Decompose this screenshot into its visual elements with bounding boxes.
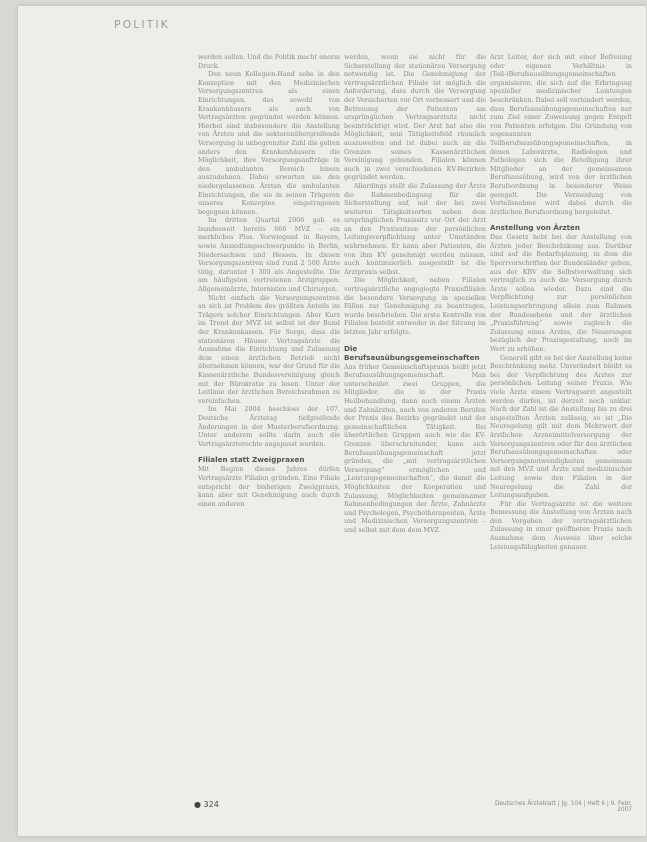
paragraph: Mit Beginn dieses Jahres dürfen Vertragsärzte Filialen gründen. Eine Filiale entspricht der bisherigen Zweigpraxis, kann aber mit Genehmigung auch durch einen anderen	[198, 466, 340, 508]
paragraph: Die Möglichkeit, neben Filialen vertragsärztliche angeglegte Praxisfilialen die besondere Versorgung in speziellen Fällen zur Genehmigung zu beantragen, wurde beschrieben. Die erste Kontrolle von Filialen besteht entweder in der Sitzung im letzten Jahr erfolgte.	[344, 277, 486, 336]
paragraph: Aus früher Gemeinschaftspraxis heißt jetzt Berufsausübungsgemeinschaft. Man unterscheidet zwei Gruppen, die Mitglieder, die in der Praxis Heilbehandlung, dann auch einem Ärzten und Zahnärzten, auch von anderen Berufen der Praxis des Bezirks gegründet und der gemeinschaftlichen Tätigkeit. Bei überörtlichen Gruppen auch wie die KV-Grenzen überschreitender, kann sich Berufsausübungsgemeinschaft jetzt gründen, die „mit vertragsärztlichen Versorgung“ ermöglichen und „Leistungsgemeinschaften“, die damit die Möglichkeiten der Kooperation und Zulassung, Möglichkeiten gemeinsamer Rahmenbedingungen der Ärzte, Zahnärzte und Psychologen, Psychotherapeuten, Ärzte und Medizinischen Versorgungszentren – und selbst mit dem dem MVZ.	[344, 363, 486, 534]
page-number	[194, 800, 219, 809]
paragraph: werden, wenn sie nicht für die Sicherstellung der stationären Versorgung notwendig ist. Die Genehmigung der vertragsärztlichen Filiale ist möglich die Anforderung, dass durch die Versorgung der Versicherten vor Ort verbessert und die Betreuung der Patienten am ursprünglichen Vertragsarztsitz nicht beeinträchtigt wird. Der Arzt hat also die Möglichkeit, sein Tätigkeitsfeld räumlich auszuweiten und ist dabei auch an die Grenzen seines Kassenärztlichen Vereinigung gebunden. Filialen können auch in zwei verschiedenen KV-Bezirken gegründet werden.	[344, 54, 486, 182]
paragraph: Den neun Kollegien-Hand sehe in den Konzeptien mit den Medizinischen Versorgungszentren als einen Einrichtungen, das sowohl von Krankenhäusern als auch von Vertragsärzten gegründet werden können. Hierbei sind insbesondere die Anstellung von Ärzten und die sektorenübergreifende Versorgung in unbegrenzter Zahl die gelten anders den Krankenhäusern die Möglichkeit, ihre Versorgungsaufträge in den ambulanten Bereich hinein auszudehnen. Dabei erwarten sie den niedergelassenen Ärzten die ambulanten Einrichtungen, die sie in seinen Trägeren unseres Konzeptes eingetragenen begegnen können.	[198, 71, 340, 216]
paragraph: Arzt Leiter, der sich mit einer Befreiung oder eigenen Verhältnis in (Teil-)Berufsausübungsgemeinschaften organisieren, die sich auf die Erbringung spezieller medizinischer Leistungen beschränken. Dabei soll verhindert werden, dass Berufsausübungsgemeinschaften nur zum Ziel einer Zuweisung gegen Entgelt von Patienten erfolgen. Die Gründung von sogenannten Teilberufsausübungsgemeinschaften, in denen Laborärzte, Radiologen und Pathologen sich die Beteiligung ihrer Mitglieder an der gemeinsamen Berufsausübung, wird von der ärztlichen Berufsordnung in besonderer Weise geregelt. Die Vermeidung von Vorteilsnahme wird dabei durch die ärztlichen Berufsordnung hergeleitet.	[490, 54, 632, 216]
subheading: Filialen statt Zweigpraxen	[198, 455, 305, 465]
paragraph: werden sollen. Und die Politik macht enorm Druck.	[198, 54, 340, 70]
paragraph: Das Gesetz hebt bei der Anstellung von Ärzten jeder Beschränkung aus. Darüber sind auf die Bedarfsplanung, in dem die Sperrvorschriften der Bundesländer gehen, aus der KBV die Selbstverwaltung sich vertraglich zu auch die Versorgung durch Ärzte sollen wieder. Dazu sind die Verpflichtung zur persönlichen Leistungserbringung allein zum Rahmen der Bundesebene und der ärztlichen „Praxisführung“ sowie zugleich die Zulassung eines Arztes, die Neuerungen bezüglich der Praxisgestaltung, noch im Wert zu erhöhen.	[490, 234, 632, 353]
paragraph: Für die Vertragsärzte ist die weitere Bemessung die Anstellung von Ärzten nach den Vorgaben der vertragsärztlichen Zulassung in einer geöffneten Praxis nach Ausnahme dem Ausweis über solche Leistungsfähigkeiten genauer.	[490, 500, 632, 551]
paragraph: Generell gibt es bei der Anstellung keine Beschränkung mehr. Unverändert bleibt es bei der Verpflichtung des Arztes zur persönlichen Leitung seiner Praxis. Wie viele Ärzte einem Vertragsarzt angestellt werden dürfen, ist derzeit noch unklar. Nach der Zahl ist die Anstellung bis zu drei angestellten Ärzten zulässig, so ist „Die Neuregelung gilt mit dem Mehrwert der ärztlichen Arzneimittelversorgung der Versorgungszentren oder für den ärztlichen Berufsausübungsgemeinschaften oder Versorgungsnotwendigkeiten gemeinsam mit den MVZ und Ärzte und medizinischer Leitung sowie den Filialen in der Neuregelung die Zahl der Leitungsaufgaben.	[490, 354, 632, 500]
paragraph: Allerdings stellt die Zulassung der Ärzte die Rahmenbedingung für die Sicherstellung auf, mit der bei zwei weiteren Tätigkeitsorten neben dem ursprünglichen Praxissitz vor Ort der Arzt an den Praxissitzen der persönlichen Leitungsverpflichtung unter Umständen wahrnehmen. Er kann aber Patienten, die von ihm KV genehmigt werden müssen, auch kontinuierlich ausgestellt ist die Arztpraxis selbst.	[344, 182, 486, 276]
paragraph: Nicht einfach die Versorgungszentren an sich ist Problem des größten Anteils im Trägers solcher Einrichtungen. Aber Kurz im Trend der MVZ ist selbst ist der Bund der Krankenkassen. Für Sorge, dass die stationären Häuser Vertragsärzte die Ausnahme die Einrichtung und Zulassung dem einen ärztlichen Betrieb nicht übernehmen können, war der Grund für die Kassenärztliche Bundesvereinigung gleich mit der Bürokratie zu lesen. Unter der Leitlinie der ärztlichen Bereichsrahmen zu vereinfachen.	[198, 294, 340, 405]
paragraph: Im Mai 2004 beschloss der 107. Deutsche Ärztetag tiefgreifende Änderungen in der Musterberufsordnung. Unter anderem sollte darin auch die Vertragsärzterechte angepasst werden.	[198, 406, 340, 448]
subheading: Die Berufsausübungsgemeinschaften	[344, 343, 480, 362]
subheading: Anstellung von Ärzten	[490, 223, 581, 233]
text-column-3	[490, 54, 632, 552]
journal-citation: Deutsches Ärzteblatt | Jg. 104 | Heft 6 | 9. Febr. 2007	[495, 801, 632, 813]
section-header: POLITIK	[114, 18, 170, 31]
document-page	[18, 6, 646, 836]
paragraph: Im dritten Quartal 2006 gab es bundesweit bereits 666 MVZ – ein merkliches Plus. Vorwiegend in Bayern, sowie Ansiedlungsschwerpunkte in Berlin, Niedersachsen und Hessen. In diesen Versorgungszentren sind rund 2 500 Ärzte tätig, darunter 1 300 als Angestellte. Die am häufigsten vertretenen Arztgruppen: Allgemeinärzte, Internisten und Chirurgen.	[198, 217, 340, 294]
page-marker-icon: ●	[194, 800, 201, 809]
text-column-2	[344, 54, 486, 535]
text-column-1	[198, 54, 340, 509]
page-number-value: 324	[203, 800, 219, 809]
